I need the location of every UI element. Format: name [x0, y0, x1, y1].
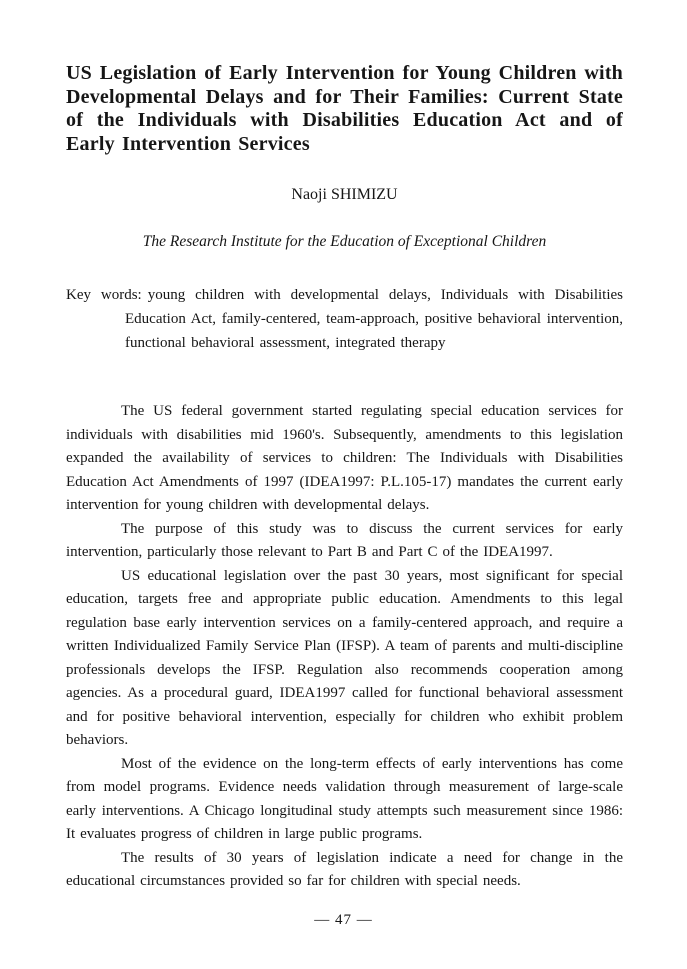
- abstract-paragraph-4: Most of the evidence on the long-term effects of early interventions has come from model programs. Evidence needs validation through measurement of large-scale early interventions. A Chicago longitudinal study attempts such measurement since 1986: It evaluates progress of children in large public programs.: [66, 755, 623, 842]
- page-number: — 47 —: [314, 912, 373, 928]
- author-name: Naoji SHIMIZU: [291, 186, 398, 203]
- keywords-block: [66, 283, 623, 355]
- abstract-body: [66, 400, 623, 894]
- abstract-paragraph-2: The purpose of this study was to discuss the current services for early intervention, particularly those relevant to Part B and Part C of the IDEA1997.: [66, 520, 623, 560]
- paper-title: US Legislation of Early Intervention for Young Children with Developmental Delays and for Their Families: Current State of the Individuals with Disabilities Education Act and of Early Intervention Services: [66, 62, 623, 155]
- author-affiliation: The Research Institute for the Education of Exceptional Children: [142, 233, 547, 250]
- abstract-paragraph-5: The results of 30 years of legislation indicate a need for change in the educational circumstances provided so far for children with special needs.: [66, 849, 623, 889]
- abstract-paragraph-3: US educational legislation over the past 30 years, most significant for special education, targets free and appropriate public education. Amendments to this legal regulation base early intervention services on a family-centered approach, and require a written Individualized Family Service Plan (IFSP). A team of parents and multi-discipline professionals develops the IFSP. Regulation also recommends cooperation among agencies. As a procedural guard, IDEA1997 called for functional behavioral assessment and for positive behavioral intervention, especially for children who exhibit problem behaviors.: [66, 567, 623, 748]
- abstract-paragraph-1: The US federal government started regulating special education services for individuals with disabilities mid 1960's. Subsequently, amendments to this legislation expanded the availability of services to children: The Individuals with Disabilities Education Act Amendments of 1997 (IDEA1997: P.L.105-17) mandates the current early intervention for young children with developmental delays.: [66, 403, 623, 513]
- keywords-text: young children with developmental delays, Individuals with Disabilities Education Act, family-centered, team-approach, positive behavioral intervention, functional behavioral assessment, integrated therapy: [125, 287, 623, 351]
- keywords-label: Key words:: [66, 287, 142, 303]
